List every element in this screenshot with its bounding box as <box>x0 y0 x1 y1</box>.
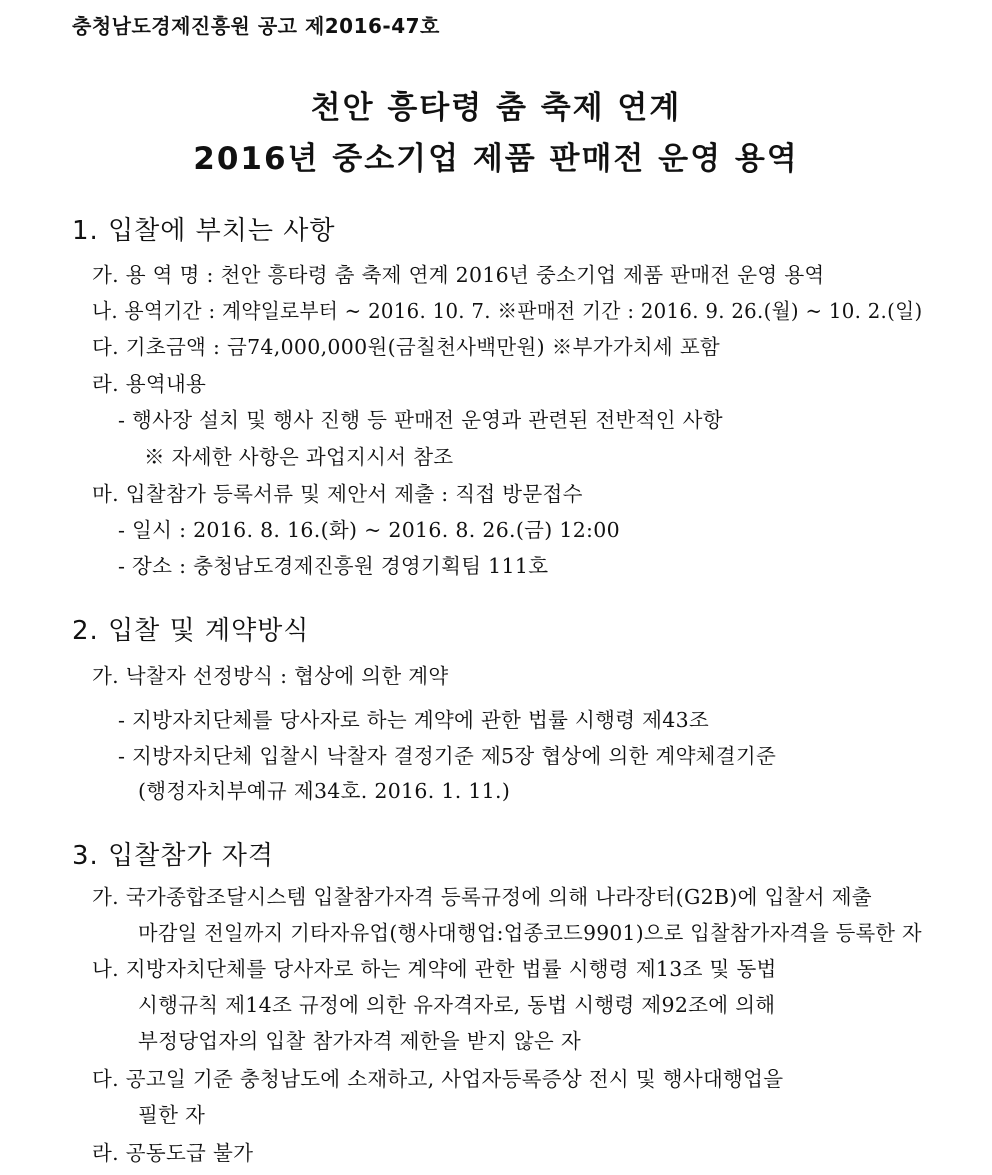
page-title-line2: 2016년 중소기업 제품 판매전 운영 용역 <box>193 141 799 177</box>
section1-item-na: 나. 용역기간 : 계약일로부터 ~ 2016. 10. 7. ※판매전 기간 : 2016. 9. 26.(월) ~ 10. 2.(일) <box>92 299 923 323</box>
section3-item-da-line2: 필한 자 <box>138 1103 206 1127</box>
section1-item-da: 다. 기초금액 : 금74,000,000원(금칠천사백만원) ※부가가치세 포함 <box>92 335 721 359</box>
section3-heading: 3. 입찰참가 자격 <box>72 841 275 871</box>
section2-heading: 2. 입찰 및 계약방식 <box>72 616 310 646</box>
section3-item-da-line1: 다. 공고일 기준 충청남도에 소재하고, 사업자등록증상 전시 및 행사대행업을 <box>92 1067 784 1091</box>
section3-item-na-line1: 나. 지방자치단체를 당사자로 하는 계약에 관한 법률 시행령 제13조 및 동법 <box>92 957 777 981</box>
section1-ma-date: - 일시 : 2016. 8. 16.(화) ~ 2016. 8. 26.(금) 12:00 <box>118 518 620 542</box>
section3-item-ga-line1: 가. 국가종합조달시스템 입찰참가자격 등록규정에 의해 나라장터(G2B)에 입찰서 제출 <box>92 885 872 909</box>
section1-item-ga: 가. 용 역 명 : 천안 흥타령 춤 축제 연계 2016년 중소기업 제품 판매전 운영 용역 <box>92 263 825 287</box>
section1-ra-detail: - 행사장 설치 및 행사 진행 등 판매전 운영과 관련된 전반적인 사항 <box>118 408 723 432</box>
section2-law-item2-cont: (행정자치부예규 제34호. 2016. 1. 11.) <box>138 779 511 803</box>
section3-item-ga-line2: 마감일 전일까지 기타자유업(행사대행업:업종코드9901)으로 입찰참가자격을 등록한 자 <box>138 921 922 945</box>
section1-item-ra: 라. 용역내용 <box>92 372 207 396</box>
section3-item-ra: 라. 공동도급 불가 <box>92 1141 254 1165</box>
section3-item-na-line3: 부정당업자의 입찰 참가자격 제한을 받지 않은 자 <box>138 1029 581 1053</box>
section1-item-ma: 마. 입찰참가 등록서류 및 제안서 제출 : 직접 방문접수 <box>92 482 583 506</box>
section2-item-ga: 가. 낙찰자 선정방식 : 협상에 의한 계약 <box>92 664 449 688</box>
section2-law-item1: - 지방자치단체를 당사자로 하는 계약에 관한 법률 시행령 제43조 <box>118 708 710 732</box>
page-title-line1: 천안 흥타령 춤 축제 연계 <box>310 90 682 126</box>
section1-ma-place: - 장소 : 충청남도경제진흥원 경영기획팀 111호 <box>118 554 549 578</box>
section1-heading: 1. 입찰에 부치는 사항 <box>72 216 336 246</box>
section1-ra-note: ※ 자세한 사항은 과업지시서 참조 <box>144 445 454 469</box>
notice-number: 충청남도경제진흥원 공고 제2016-47호 <box>72 14 440 38</box>
section2-law-item2: - 지방자치단체 입찰시 낙찰자 결정기준 제5장 협상에 의한 계약체결기준 <box>118 744 777 768</box>
section3-item-na-line2: 시행규칙 제14조 규정에 의한 유자격자로, 동법 시행령 제92조에 의해 <box>138 993 776 1017</box>
